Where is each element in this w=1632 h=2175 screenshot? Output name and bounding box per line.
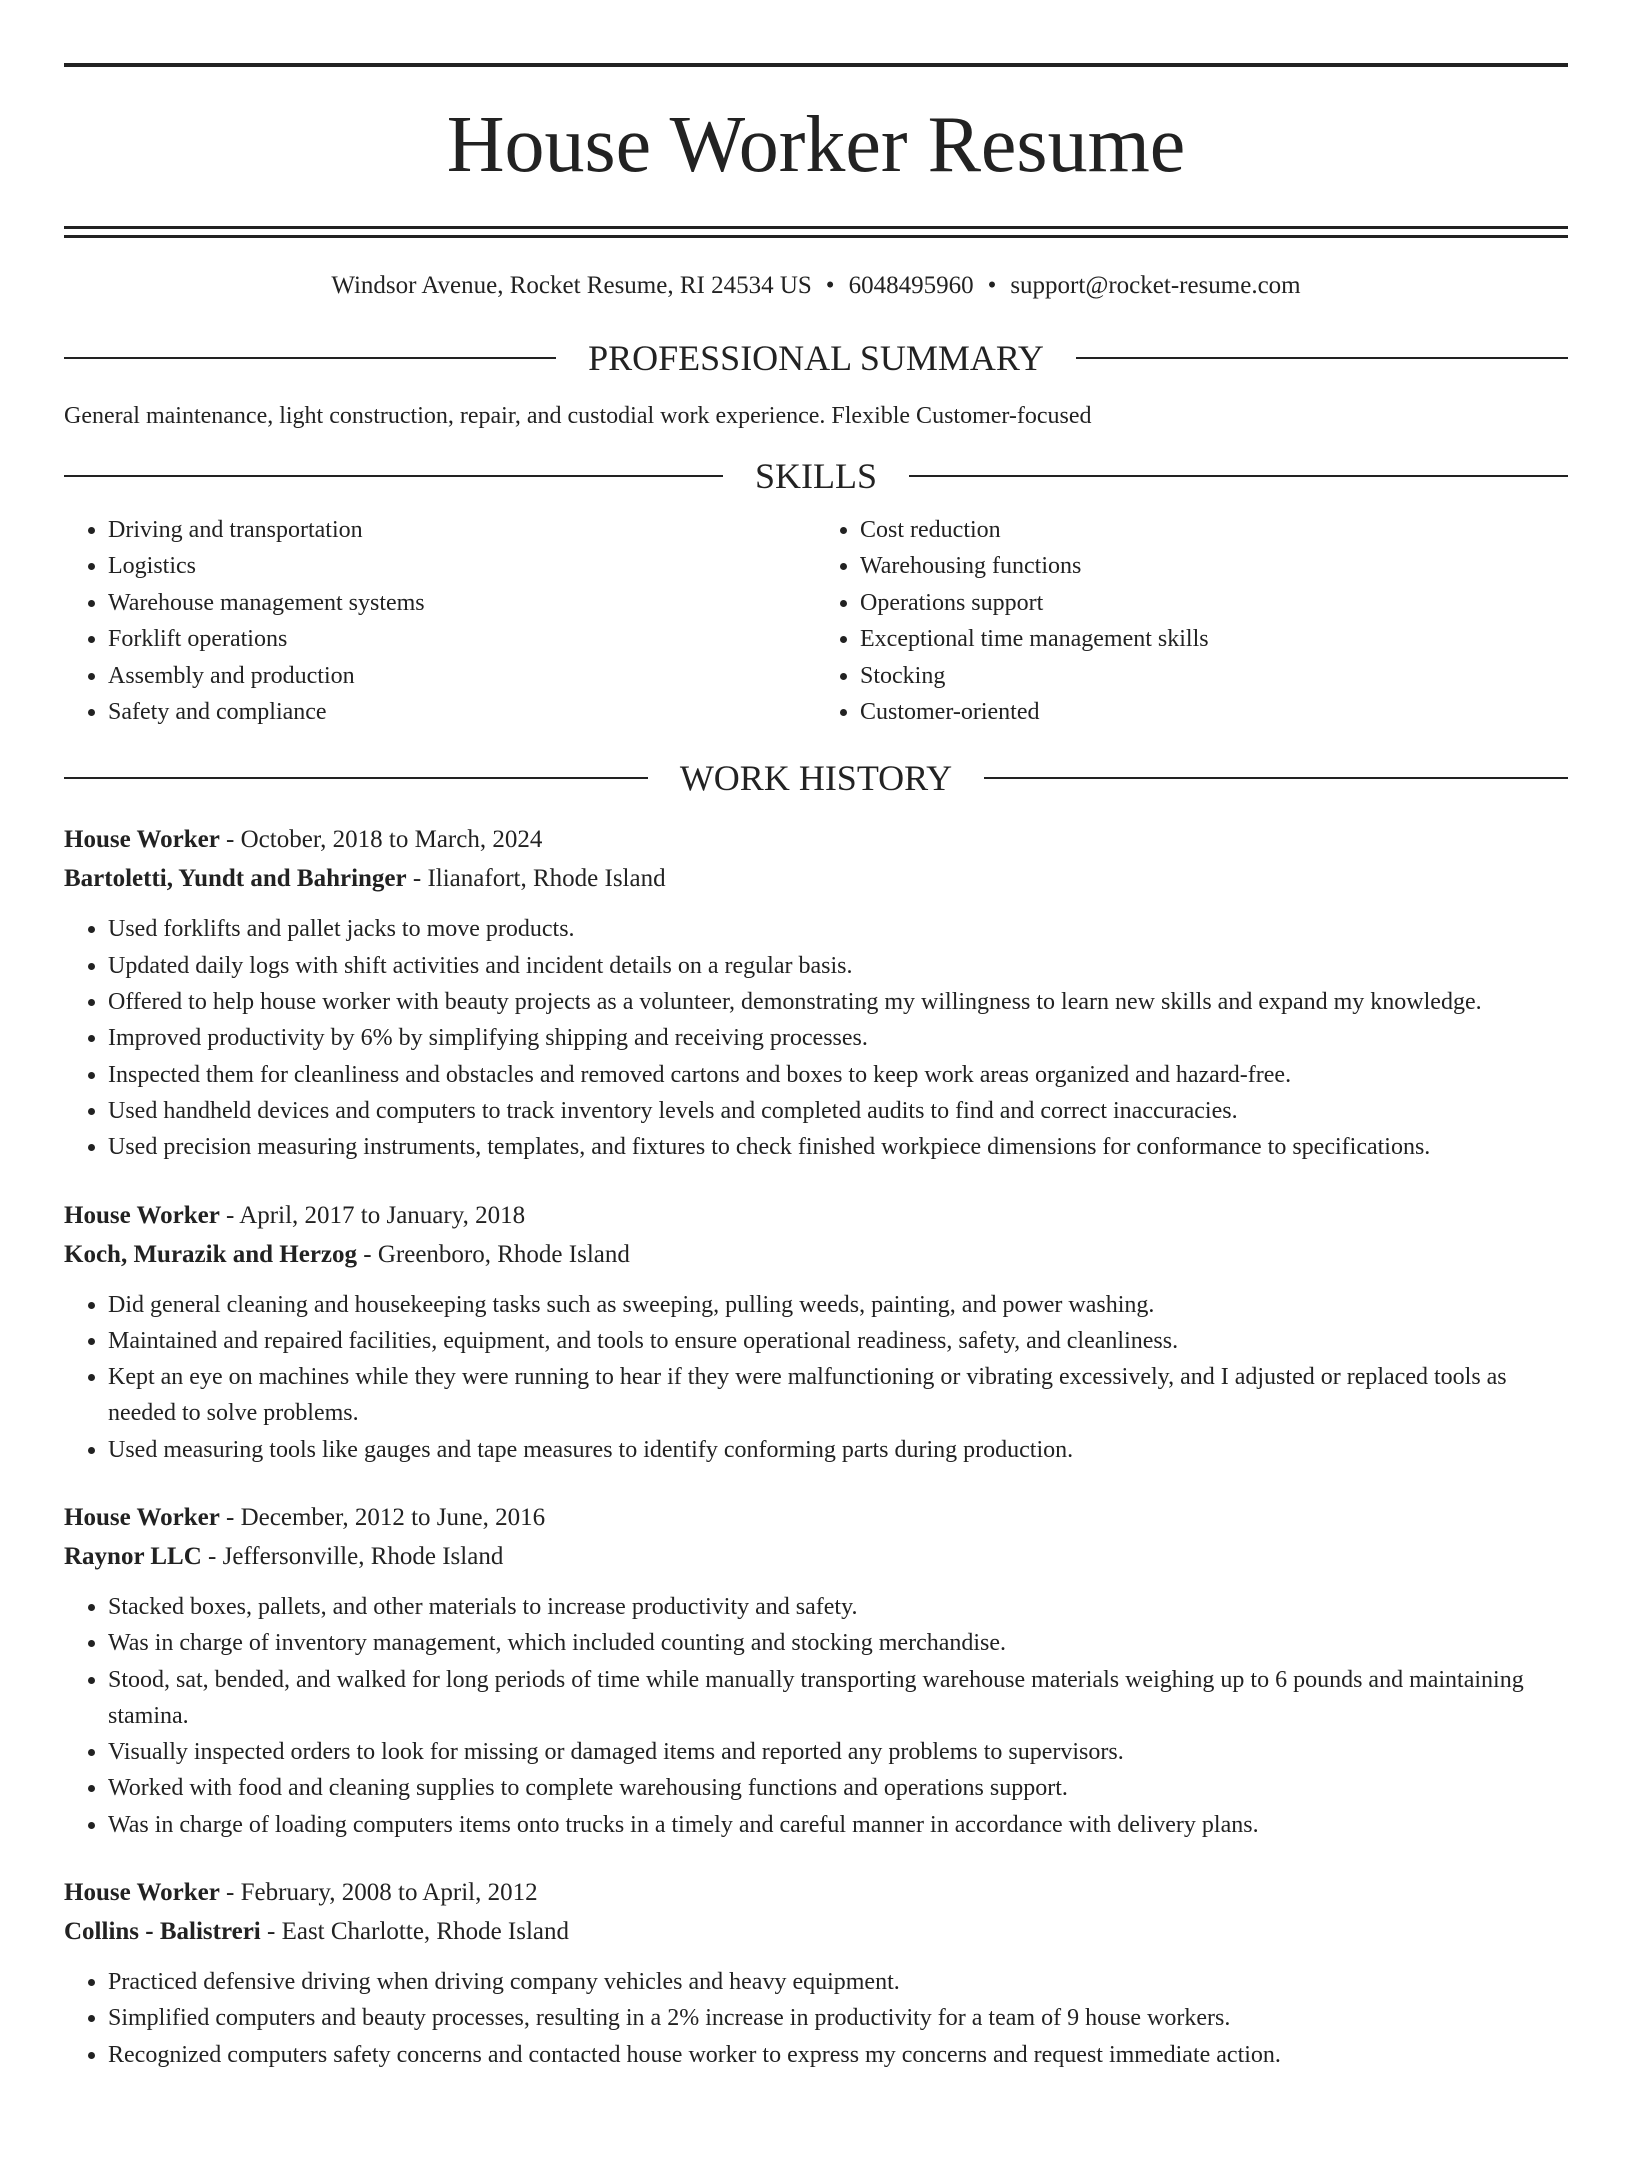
job-location: - East Charlotte, Rhode Island xyxy=(260,1918,570,1946)
duty-item: • Maintained and repaired facilities, equipment, and tools to ensure operational readiness, safety, and cleanliness. xyxy=(108,1323,1568,1359)
skill-item: • Warehouse management systems xyxy=(108,585,816,621)
job-dates: - April, 2017 to January, 2018 xyxy=(219,1201,526,1229)
job-company: Raynor LLC xyxy=(64,1543,202,1570)
duty-item: • Updated daily logs with shift activities and incident details on a regular basis. xyxy=(108,948,1568,984)
job-dates: - February, 2008 to April, 2012 xyxy=(219,1879,538,1907)
section-rule-left xyxy=(64,777,648,779)
skill-item: • Customer-oriented xyxy=(860,694,1568,730)
duty-item: • Kept an eye on machines while they were running to hear if they were malfunctioning or vibrating excessively, and I adjusted or replaced tools as needed to solve problems. xyxy=(108,1359,1568,1432)
job-duties xyxy=(64,911,1568,1165)
job-duties xyxy=(64,1589,1568,1843)
duty-item: • Did general cleaning and housekeeping tasks such as sweeping, pulling weeds, painting, and power washing. xyxy=(108,1287,1568,1323)
section-rule-left xyxy=(64,357,556,359)
job-title: House Worker xyxy=(64,1201,220,1229)
section-rule-right xyxy=(984,777,1568,779)
skill-item: • Stocking xyxy=(860,658,1568,694)
duty-item: • Offered to help house worker with beauty projects as a volunteer, demonstrating my willingness to learn new skills and expand my knowledge. xyxy=(108,984,1568,1020)
job-company-line xyxy=(64,1235,1568,1274)
job-title-line xyxy=(64,1498,1568,1537)
work-history-section-header xyxy=(64,756,1568,800)
summary-heading: PROFESSIONAL SUMMARY xyxy=(588,338,1044,378)
job-duties xyxy=(64,1287,1568,1468)
job-company: Koch, Murazik and Herzog xyxy=(64,1240,358,1268)
top-divider xyxy=(64,63,1568,67)
contact-line xyxy=(64,270,1568,302)
skills-list xyxy=(64,512,1568,730)
duty-item: • Stacked boxes, pallets, and other materials to increase productivity and safety. xyxy=(108,1589,1568,1625)
resume-page xyxy=(0,63,1632,2175)
skill-item: • Logistics xyxy=(108,548,816,584)
duty-item: • Practiced defensive driving when driving company vehicles and heavy equipment. xyxy=(108,1964,1568,2000)
skills-heading: SKILLS xyxy=(755,456,878,496)
job-company-line xyxy=(64,859,1568,898)
contact-separator: • xyxy=(987,272,997,299)
skill-item: • Forklift operations xyxy=(108,621,816,657)
skill-item: • Operations support xyxy=(860,585,1568,621)
contact-separator: • xyxy=(825,272,835,299)
duty-item: • Visually inspected orders to look for missing or damaged items and reported any problems to supervisors. xyxy=(108,1734,1568,1770)
job-location: - Jeffersonville, Rhode Island xyxy=(201,1543,504,1570)
summary-section-header xyxy=(64,336,1568,380)
job-entry xyxy=(64,1196,1568,1468)
duty-item: • Used forklifts and pallet jacks to move products. xyxy=(108,911,1568,947)
skill-item: • Exceptional time management skills xyxy=(860,621,1568,657)
skills-section-header xyxy=(64,454,1568,498)
job-location: - Ilianafort, Rhode Island xyxy=(406,865,666,893)
job-entry xyxy=(64,1498,1568,1843)
job-company: Bartoletti, Yundt and Bahringer xyxy=(64,865,407,893)
section-rule-right xyxy=(909,475,1568,477)
duty-item: • Stood, sat, bended, and walked for long periods of time while manually transporting warehouse materials weighing up to 6 pounds and maintaining stamina. xyxy=(108,1662,1568,1735)
title-double-divider xyxy=(64,226,1568,238)
summary-text: General maintenance, light construction, repair, and custodial work experience. Flexible Customer-focused xyxy=(64,403,1092,429)
contact-address: Windsor Avenue, Rocket Resume, RI 24534 US xyxy=(331,272,812,299)
duty-item: • Recognized computers safety concerns and contacted house worker to express my concerns and request immediate action. xyxy=(108,2037,1568,2073)
duty-item: • Inspected them for cleanliness and obstacles and removed cartons and boxes to keep work areas organized and hazard-free. xyxy=(108,1057,1568,1093)
duty-item: • Used handheld devices and computers to track inventory levels and completed audits to find and correct inaccuracies. xyxy=(108,1093,1568,1129)
job-company-line xyxy=(64,1537,1568,1576)
job-dates: - October, 2018 to March, 2024 xyxy=(219,826,543,854)
skill-item: • Warehousing functions xyxy=(860,548,1568,584)
duty-item: • Used measuring tools like gauges and tape measures to identify conforming parts during production. xyxy=(108,1432,1568,1468)
job-company-line xyxy=(64,1912,1568,1951)
duty-item: • Improved productivity by 6% by simplifying shipping and receiving processes. xyxy=(108,1020,1568,1056)
duty-item: • Simplified computers and beauty processes, resulting in a 2% increase in productivity for a team of 9 house workers. xyxy=(108,2000,1568,2036)
job-location: - Greenboro, Rhode Island xyxy=(357,1240,630,1268)
contact-email: support@rocket-resume.com xyxy=(1010,272,1301,299)
duty-item: • Was in charge of inventory management, which included counting and stocking merchandise. xyxy=(108,1625,1568,1661)
skills-column-right xyxy=(816,512,1568,730)
work-history-heading: WORK HISTORY xyxy=(679,758,953,799)
job-duties xyxy=(64,1964,1568,2073)
job-dates: - December, 2012 to June, 2016 xyxy=(219,1504,546,1531)
job-title-line xyxy=(64,1196,1568,1235)
skill-item: • Assembly and production xyxy=(108,658,816,694)
skills-column-left xyxy=(64,512,816,730)
section-rule-left xyxy=(64,475,723,477)
job-entry xyxy=(64,820,1568,1165)
job-title: House Worker xyxy=(64,826,220,854)
job-company: Collins - Balistreri xyxy=(64,1918,261,1946)
duty-item: • Was in charge of loading computers items onto trucks in a timely and careful manner in accordance with delivery plans. xyxy=(108,1807,1568,1843)
job-title: House Worker xyxy=(64,1504,220,1531)
skill-item: • Cost reduction xyxy=(860,512,1568,548)
section-rule-right xyxy=(1076,357,1568,359)
duty-item: • Worked with food and cleaning supplies to complete warehousing functions and operations support. xyxy=(108,1770,1568,1806)
skill-item: • Driving and transportation xyxy=(108,512,816,548)
job-entry xyxy=(64,1873,1568,2073)
job-title-line xyxy=(64,1873,1568,1912)
resume-title: House Worker Resume xyxy=(446,101,1186,189)
job-title-line xyxy=(64,820,1568,859)
contact-phone: 6048495960 xyxy=(848,272,974,299)
duty-item: • Used precision measuring instruments, templates, and fixtures to check finished workpiece dimensions for conformance to specifications. xyxy=(108,1129,1568,1165)
job-title: House Worker xyxy=(64,1879,220,1907)
skill-item: • Safety and compliance xyxy=(108,694,816,730)
